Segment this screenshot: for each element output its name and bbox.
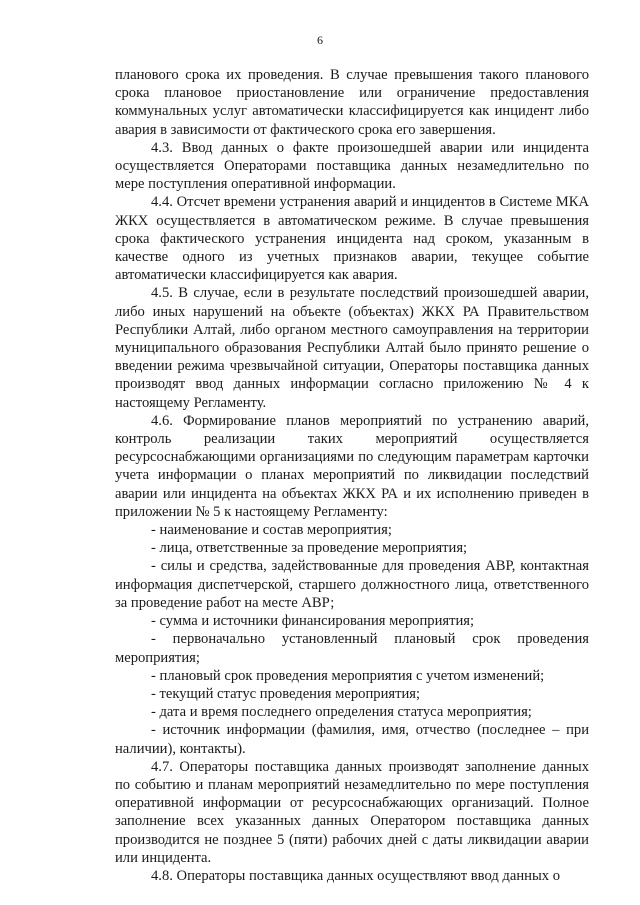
list-item: - источник информации (фамилия, имя, отчество (последнее – при наличии), контакты).	[115, 722, 589, 757]
list-item: - наименование и состав мероприятия;	[151, 522, 392, 539]
document-body	[115, 66, 589, 885]
paragraph-4-6: 4.6. Формирование планов мероприятий по устранению аварий, контроль реализации таких мероприятий осуществляется ресурсоснабжающими организациями по следующим параметрам карточки учета информации о планах мероприятий по ликвидации последствий аварии или инцидента на объектах ЖКХ РА и их исполнению приведен в приложении № 5 к настоящему Регламенту:	[115, 412, 589, 520]
list-item: - лица, ответственные за проведение мероприятия;	[151, 540, 468, 557]
paragraph-4-5: 4.5. В случае, если в результате последствий произошедшей аварии, либо иных нарушений на объекте (объектах) ЖКХ РА Правительством Республики Алтай, либо органом местного самоуправления на территории муниципального образования Республики Алтай было принято решение о введении режима чрезвычайной ситуации, Операторы поставщика данных производят ввод данных информации согласно приложению № 4 к настоящему Регламенту.	[115, 285, 589, 411]
list-item: - плановый срок проведения мероприятия с учетом изменений;	[151, 667, 545, 684]
paragraph-continuation: планового срока их проведения. В случае превышения такого планового срока плановое приостановление или ограничение предоставления коммунальных услуг автоматически классифицируется как инцидент либо авария в зависимости от фактического срока его завершения.	[115, 67, 589, 138]
paragraph-4-4: 4.4. Отсчет времени устранения аварий и инцидентов в Системе МКА ЖКХ осуществляется в автоматическом режиме. В случае превышения срока фактического устранения инцидента над сроком, указанным в качестве одного из учетных признаков аварии, текущее событие автоматически классифицируется как авария.	[115, 194, 589, 284]
list-item: - текущий статус проведения мероприятия;	[151, 685, 421, 702]
list-item: - первоначально установленный плановый срок проведения мероприятия;	[115, 631, 589, 666]
list-item: - сумма и источники финансирования мероприятия;	[151, 613, 475, 630]
paragraph-4-3: 4.3. Ввод данных о факте произошедшей аварии или инцидента осуществляется Операторами поставщика данных незамедлительно по мере поступления оперативной информации.	[115, 139, 589, 193]
list-item: - силы и средства, задействованные для проведения АВР, контактная информация диспетчерской, старшего должностного лица, ответственного за проведение работ на месте АВР;	[115, 558, 589, 611]
list-item: - дата и время последнего определения статуса мероприятия;	[151, 704, 532, 721]
paragraph-4-8: 4.8. Операторы поставщика данных осуществляют ввод данных о	[151, 867, 560, 884]
page-number: 6	[317, 33, 323, 47]
paragraph-4-7: 4.7. Операторы поставщика данных производят заполнение данных по событию и планам мероприятий незамедлительно по мере поступления оперативной информации от ресурсоснабжающих организаций. Полное заполнение всех указанных данных Оператором поставщика данных производится не позднее 5 (пяти) рабочих дней с даты ликвидации аварии или инцидента.	[115, 758, 589, 866]
